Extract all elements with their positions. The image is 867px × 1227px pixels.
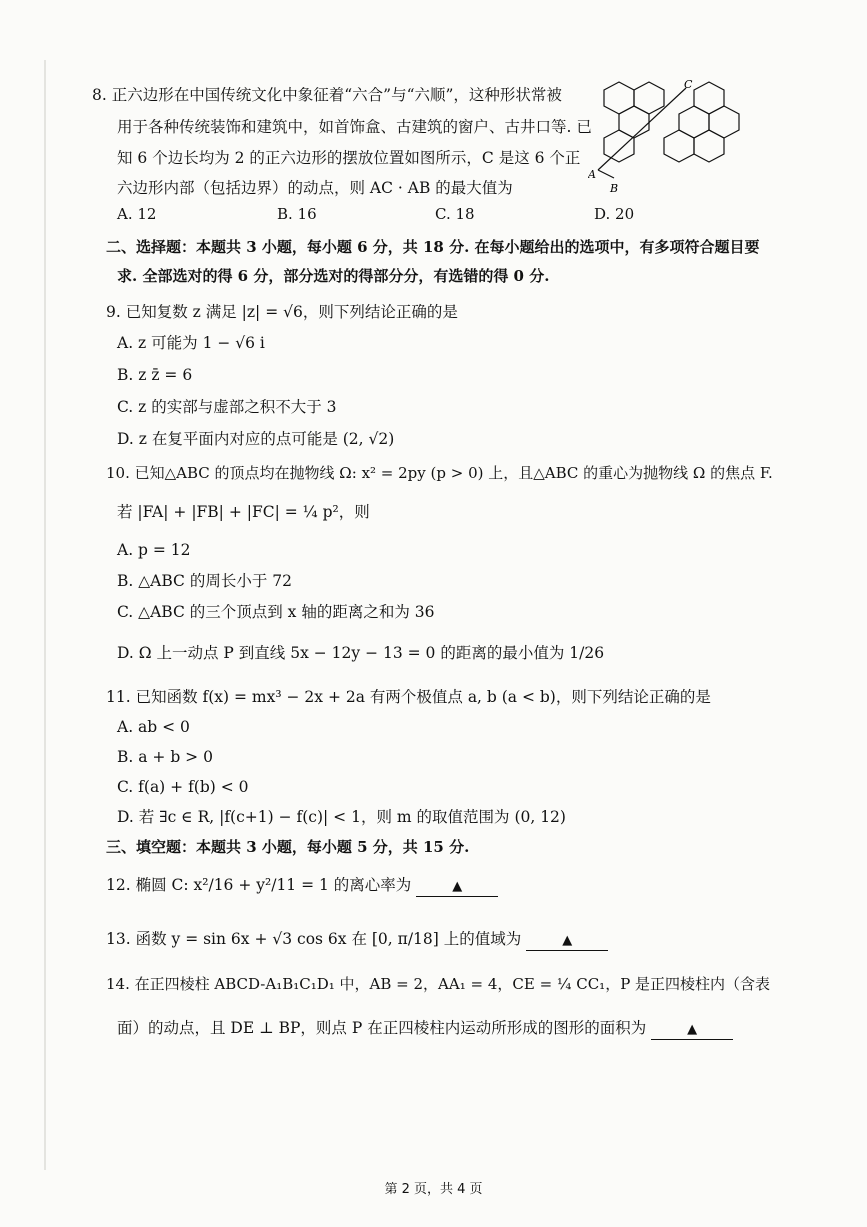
page-footer: 第 2 页，共 4 页 — [384, 1182, 483, 1197]
q14-text: 面）的动点，且 DE ⊥ BP，则点 P 在正四棱柱内运动所形成的图形的面积为 — [117, 1019, 647, 1037]
q8-choice-c: C. 18 — [435, 205, 475, 223]
q8-line1: 8. 正六边形在中国传统文化中象征着“六合”与“六顺”，这种形状常被 — [92, 86, 562, 104]
q9-option-a: A. z 可能为 1 − √6 i — [117, 334, 265, 352]
q10-option-b: B. △ABC 的周长小于 72 — [117, 572, 292, 590]
q10-option-a: A. p = 12 — [117, 541, 191, 559]
q10-stem: 10. 已知△ABC 的顶点均在抛物线 Ω: x² = 2py (p > 0) 上，且△ABC 的重心为抛物线 Ω 的焦点 F. — [106, 464, 773, 482]
q8-line2: 用于各种传统装饰和建筑中，如首饰盒、古建筑的窗户、古井口等. 已 — [117, 118, 592, 136]
label-b: B — [610, 182, 619, 195]
q13-answer-blank[interactable] — [526, 930, 608, 951]
q9-stem: 9. 已知复数 z 满足 |z| = √6，则下列结论正确的是 — [106, 303, 458, 321]
q10-stem2: 若 |FA| + |FB| + |FC| = ¼ p²，则 — [117, 503, 370, 521]
scan-edge — [44, 60, 46, 1170]
q8-line4: 六边形内部（包括边界）的动点，则 AC · AB 的最大值为 — [117, 179, 513, 197]
q14-line1: 14. 在正四棱柱 ABCD-A₁B₁C₁D₁ 中，AB = 2，AA₁ = 4，CE = ¼ CC₁，P 是正四棱柱内（含表 — [106, 975, 771, 993]
q8-choice-b: B. 16 — [277, 205, 317, 223]
q9-option-d: D. z 在复平面内对应的点可能是 (2, √2) — [117, 430, 395, 448]
q13-line — [106, 928, 608, 951]
triangle-icon: ▲ — [452, 879, 463, 894]
q13-text: 13. 函数 y = sin 6x + √3 cos 6x 在 [0, π/18] 上的值域为 — [106, 930, 522, 948]
q10-option-c: C. △ABC 的三个顶点到 x 轴的距离之和为 36 — [117, 603, 435, 621]
q9-option-c: C. z 的实部与虚部之积不大于 3 — [117, 398, 337, 416]
q14-line2 — [117, 1017, 733, 1040]
q11-option-d: D. 若 ∃c ∈ R, |f(c+1) − f(c)| < 1，则 m 的取值范围为 (0, 12) — [117, 808, 566, 826]
section2-line1: 二、选择题：本题共 3 小题，每小题 6 分，共 18 分. 在每小题给出的选项中，有多项符合题目要 — [106, 238, 760, 256]
section3-title: 三、填空题：本题共 3 小题，每小题 5 分，共 15 分. — [106, 838, 470, 856]
label-a: A — [588, 168, 596, 181]
q11-option-c: C. f(a) + f(b) < 0 — [117, 778, 249, 796]
q11-stem: 11. 已知函数 f(x) = mx³ − 2x + 2a 有两个极值点 a, b (a < b)，则下列结论正确的是 — [106, 688, 711, 706]
triangle-icon: ▲ — [562, 933, 573, 948]
section2-line2: 求. 全部选对的得 6 分，部分选对的得部分分，有选错的得 0 分. — [117, 267, 550, 285]
q8-line3: 知 6 个边长均为 2 的正六边形的摆放位置如图所示，C 是这 6 个正 — [117, 149, 581, 167]
q11-option-b: B. a + b > 0 — [117, 748, 213, 766]
hexagon-figure — [588, 78, 740, 198]
q10-option-d: D. Ω 上一动点 P 到直线 5x − 12y − 13 = 0 的距离的最小值为 1/26 — [117, 644, 605, 662]
q9-option-b: B. z z̄ = 6 — [117, 366, 193, 384]
q8-choice-d: D. 20 — [594, 205, 635, 223]
triangle-icon: ▲ — [687, 1022, 698, 1037]
q12-text: 12. 椭圆 C: x²/16 + y²/11 = 1 的离心率为 — [106, 876, 412, 894]
q8-choice-a: A. 12 — [117, 205, 157, 223]
q12-line — [106, 874, 498, 897]
q14-answer-blank[interactable] — [651, 1019, 733, 1040]
label-c: C — [684, 78, 693, 91]
q12-answer-blank[interactable] — [416, 876, 498, 897]
q11-option-a: A. ab < 0 — [117, 718, 190, 736]
